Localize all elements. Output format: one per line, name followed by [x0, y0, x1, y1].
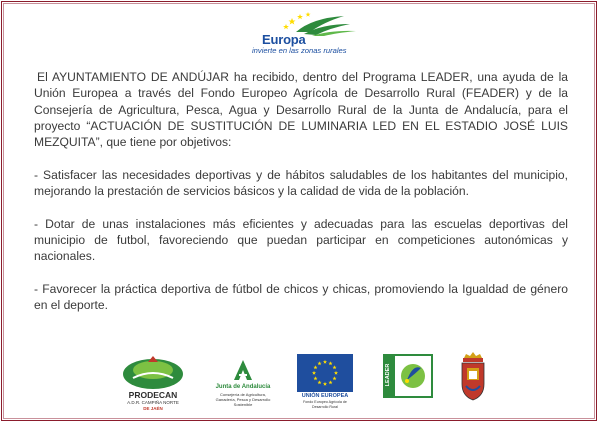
objective-paragraph: - Satisfacer las necesidades deportivas y de hábitos saludables de los habitantes del municipio, mejorando la prestación de servicios básicos y la calidad de vida de la población.: [34, 167, 568, 199]
junta-emblem: [212, 358, 274, 382]
junta-subtitle: Consejería de Agricultura, Ganadería, Pesca y Desarrollo Sostenible: [215, 392, 271, 407]
eu-logo: [296, 354, 354, 410]
prodecan-name: PRODECAN: [128, 390, 178, 400]
leader-name: LEADER: [385, 363, 391, 387]
eu-flag: [297, 354, 353, 392]
objective-paragraph: - Favorecer la práctica deportiva de fútbol de chicos y chicas, promoviendo la Igualdad de género en el deporte.: [34, 281, 568, 313]
junta-andalucia-logo: [212, 358, 274, 408]
objective-paragraph: - Dotar de unas instalaciones más eficientes y adecuadas para las escuelas deportivas del municipio de futbol, favoreciendo que puedan participar en competiciones autonómicas y nacionales.: [34, 216, 568, 264]
prodecan-subtitle: A.D.R. CAMPIÑA NORTE: [127, 400, 179, 405]
eu-name: UNIÓN EUROPEA: [301, 393, 349, 399]
europa-rural-logo: [252, 12, 362, 56]
prodecan-logo: [118, 356, 188, 412]
logo-title: Europa: [262, 32, 306, 47]
coat-of-arms-shield: [458, 352, 488, 402]
andujar-coat-of-arms: [458, 352, 488, 402]
intro-paragraph: El AYUNTAMIENTO DE ANDÚJAR ha recibido, dentro del Programa LEADER, una ayuda de la Unión Europea a través del Fondo Europeo Agrícola de Desarrollo Rural (FEADER) y de la Consejería de Agricultura, Pesca, Agua y Desarrollo Rural de la Junta de Andalucía, para el proyecto “ACTUACIÓN DE SUSTITUCIÓN DE LUMINARIA LED EN EL ESTADIO JOSÉ LUIS MEZQUITA”, que tiene por objetivos:: [34, 70, 568, 150]
leader-logo: [383, 354, 433, 398]
prodecan-emblem: [118, 356, 188, 390]
logo-tagline: invierte en las zonas rurales: [252, 46, 347, 55]
prodecan-line3: DE JAÉN: [143, 406, 163, 411]
eu-subtitle: Fondo Europeo Agrícola de Desarrollo Rural: [303, 400, 347, 409]
body-text: [34, 69, 568, 330]
junta-name: Junta de Andalucía: [215, 384, 271, 390]
